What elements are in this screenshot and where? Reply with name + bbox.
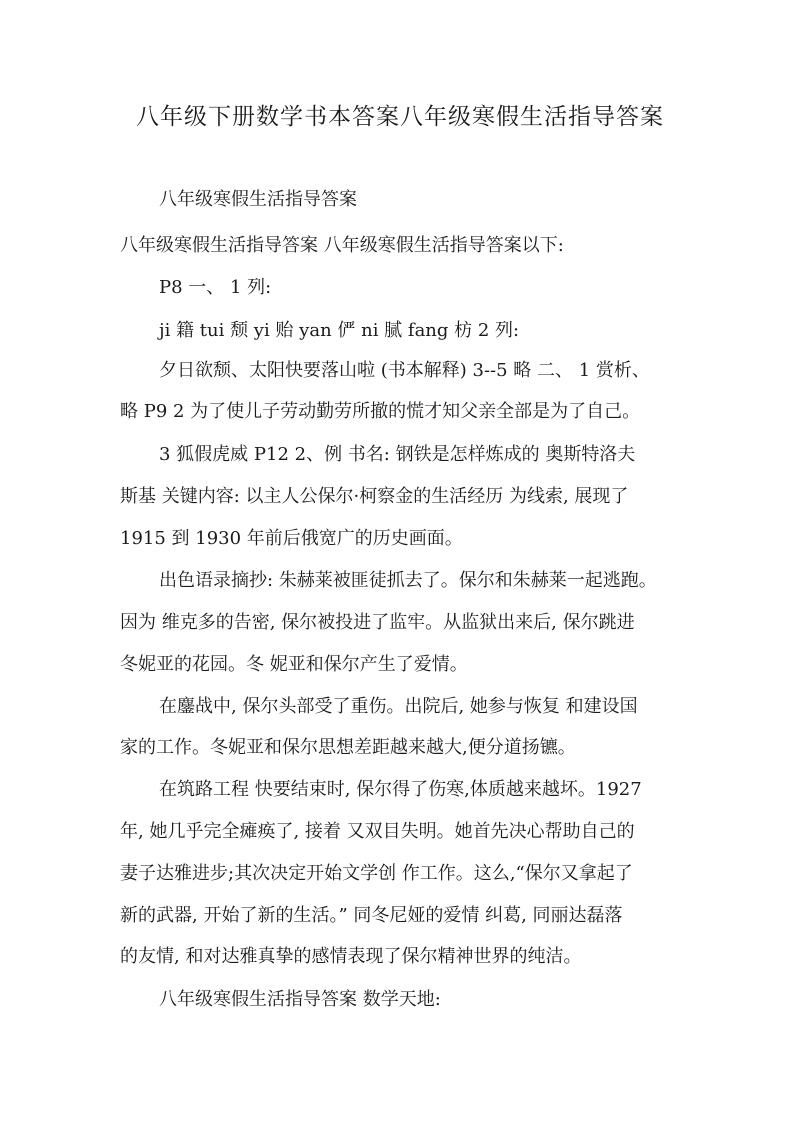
text-line: 冬妮亚的花园。冬 妮亚和保尔产生了爱情。	[120, 654, 468, 675]
text-line: 略 P9 2 为了使儿子劳动勤劳所撤的慌才知父亲全部是为了自己。	[120, 401, 641, 422]
text-line: 家的工作。冬妮亚和保尔思想差距越来越大,便分道扬镳。	[120, 737, 576, 758]
text-line: 在筑路工程 快要结束时, 保尔得了伤寒,体质越来越坏。1927	[159, 779, 642, 800]
text-line: 八年级寒假生活指导答案 八年级寒假生活指导答案以下:	[120, 235, 564, 256]
text-line: 出色语录摘抄: 朱赫莱被匪徒抓去了。保尔和朱赫莱一起逃跑。	[159, 570, 657, 591]
text-line: P8 一、 1 列:	[159, 277, 272, 298]
text-line: 因为 维克多的告密, 保尔被投进了监牢。从监狱出来后, 保尔跳进	[120, 612, 635, 633]
text-line: 夕日欲颓、太阳快要落山啦 (书本解释) 3--5 略 二、 1 赏析、	[159, 360, 650, 381]
text-line: 在鏖战中, 保尔头部受了重伤。出院后, 她参与恢复 和建设国	[159, 696, 638, 717]
text-line: 八年级寒假生活指导答案	[159, 189, 357, 210]
text-line: 3 狐假虎威 P12 2、例 书名: 钢铁是怎样炼成的 奥斯特洛夫	[159, 444, 636, 465]
text-line: 年, 她几乎完全瘫痪了, 接着 又双目失明。她首先决心帮助自己的	[120, 821, 635, 842]
text-line: 妻子达雅进步;其次决定开始文学创 作工作。这么,“保尔又拿起了	[120, 863, 633, 884]
document-title: 八年级下册数学书本答案八年级寒假生活指导答案	[136, 104, 664, 130]
text-line: ji 籍 tui 颓 yi 贻 yan 俨 ni 腻 fang 枋 2 列:	[159, 320, 520, 341]
text-line: 新的武器, 开始了新的生活。” 同冬尼娅的爱情 纠葛, 同丽达磊落	[120, 905, 623, 926]
text-line: 八年级寒假生活指导答案 数学天地:	[159, 989, 441, 1010]
text-line: 的友情, 和对达雅真挚的感情表现了保尔精神世界的纯洁。	[120, 946, 582, 967]
text-line: 斯基 关键内容: 以主人公保尔·柯察金的生活经历 为线索, 展现了	[120, 486, 629, 507]
text-line: 1915 到 1930 年前后俄宽广的历史画面。	[120, 528, 463, 549]
